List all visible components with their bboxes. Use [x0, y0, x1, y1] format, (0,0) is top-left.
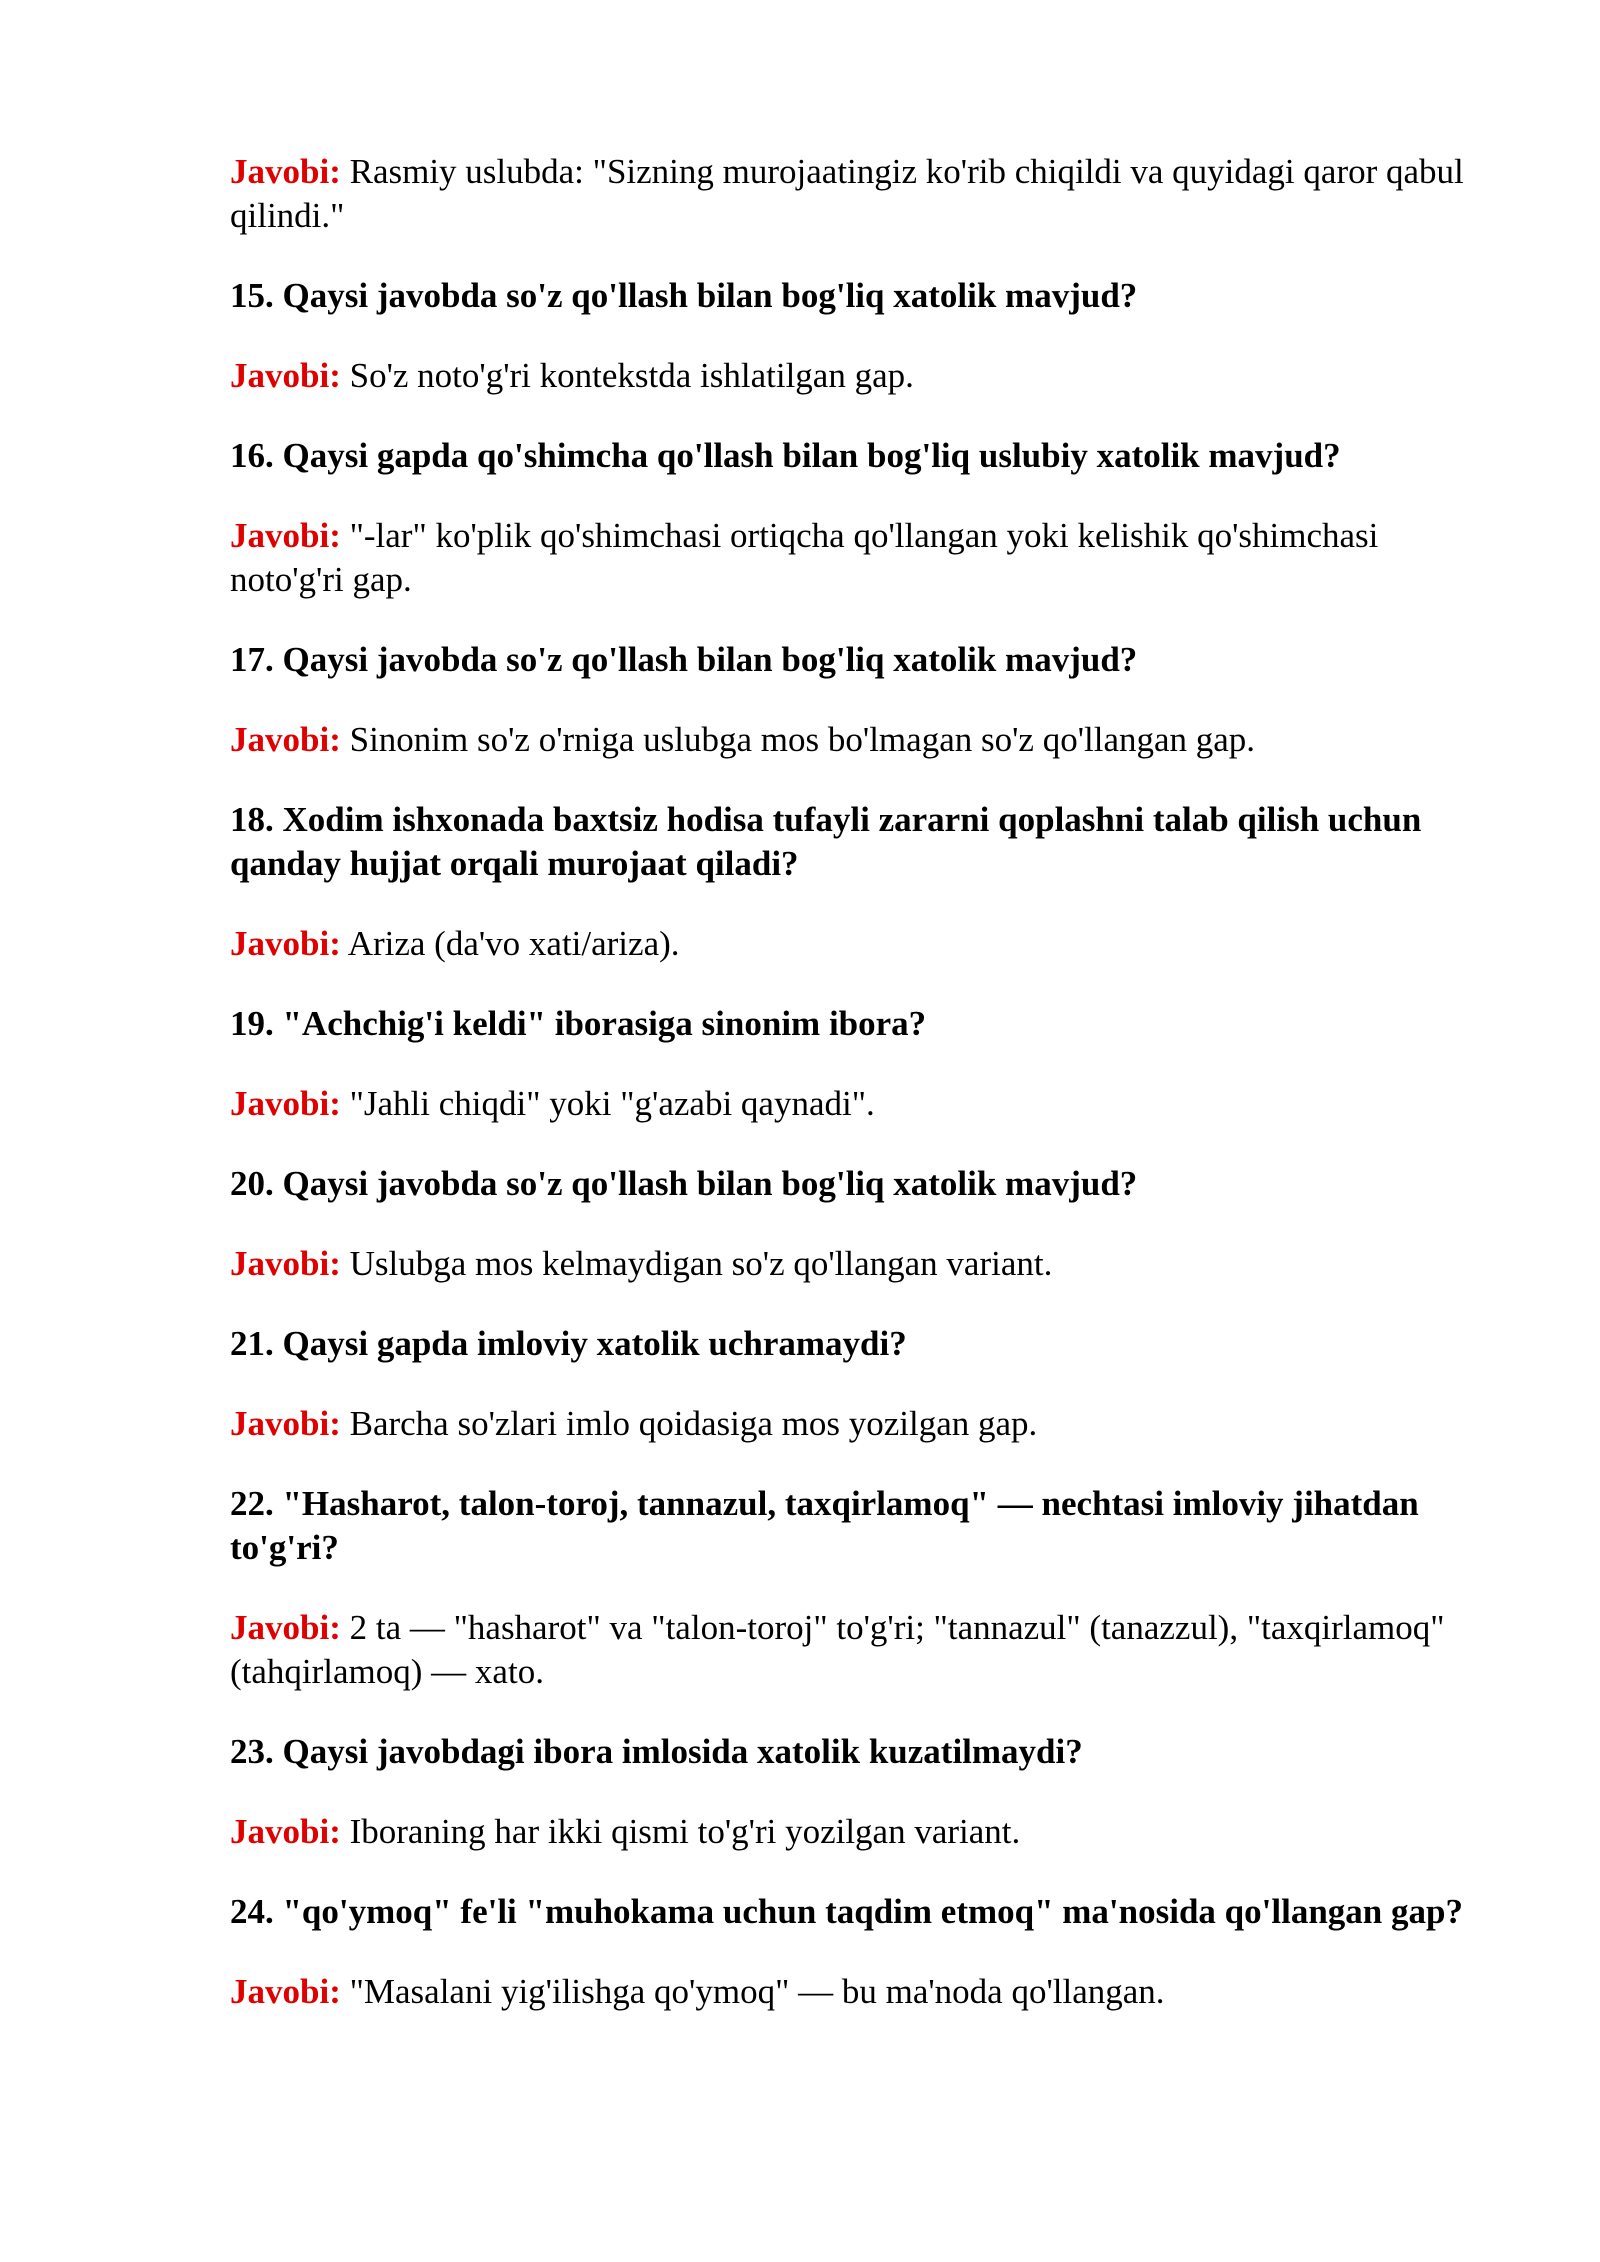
question-21: 21. Qaysi gapda imloviy xatolik uchramaydi?	[230, 1324, 907, 1363]
answer-19	[230, 1082, 1480, 1126]
question-17: 17. Qaysi javobda so'z qo'llash bilan bog'liq xatolik mavjud?	[230, 640, 1138, 679]
answer-intro	[230, 150, 1480, 238]
answer-text: So'z noto'g'ri kontekstda ishlatilgan gap.	[349, 356, 914, 395]
answer-17	[230, 718, 1480, 762]
question-20: 20. Qaysi javobda so'z qo'llash bilan bog'liq xatolik mavjud?	[230, 1164, 1138, 1203]
answer-text: Barcha so'zlari imlo qoidasiga mos yozilgan gap.	[349, 1404, 1038, 1443]
answer-text: Sinonim so'z o'rniga uslubga mos bo'lmagan so'z qo'llangan gap.	[349, 720, 1256, 759]
answer-text: Ariza (da'vo xati/ariza).	[347, 924, 680, 963]
answer-label: Javobi:	[230, 1244, 341, 1283]
answer-label: Javobi:	[230, 1404, 341, 1443]
answer-label: Javobi:	[230, 152, 341, 191]
answer-text: Rasmiy uslubda: "Sizning murojaatingiz ko'rib chiqildi va quyidagi qaror qabul qilindi."	[230, 152, 1464, 235]
answer-16	[230, 514, 1480, 602]
answer-15	[230, 354, 1480, 398]
answer-24	[230, 1970, 1480, 2014]
question-19: 19. "Achchig'i keldi" iborasiga sinonim ibora?	[230, 1004, 927, 1043]
answer-text: 2 ta — "hasharot" va "talon-toroj" to'g'ri; "tannazul" (tanazzul), "taxqirlamoq" (tahqirlamoq) — xato.	[230, 1608, 1445, 1691]
answer-label: Javobi:	[230, 1812, 341, 1851]
answer-label: Javobi:	[230, 1608, 341, 1647]
answer-label: Javobi:	[230, 924, 341, 963]
answer-22	[230, 1606, 1480, 1694]
answer-21	[230, 1402, 1480, 1446]
question-22: 22. "Hasharot, talon-toroj, tannazul, taxqirlamoq" — nechtasi imloviy jihatdan to'g'ri?	[230, 1484, 1419, 1567]
answer-label: Javobi:	[230, 1972, 341, 2011]
document-page	[230, 150, 1480, 2050]
answer-label: Javobi:	[230, 356, 341, 395]
answer-23	[230, 1810, 1480, 1854]
answer-label: Javobi:	[230, 1084, 341, 1123]
answer-20	[230, 1242, 1480, 1286]
answer-text: Iboraning har ikki qismi to'g'ri yozilgan variant.	[349, 1812, 1021, 1851]
answer-label: Javobi:	[230, 516, 341, 555]
answer-text: "-lar" ko'plik qo'shimchasi ortiqcha qo'llangan yoki kelishik qo'shimchasi noto'g'ri gap.	[230, 516, 1379, 599]
answer-text: "Masalani yig'ilishga qo'ymoq" — bu ma'noda qo'llangan.	[349, 1972, 1165, 2011]
answer-label: Javobi:	[230, 720, 341, 759]
answer-text: "Jahli chiqdi" yoki "g'azabi qaynadi".	[349, 1084, 875, 1123]
question-18: 18. Xodim ishxonada baxtsiz hodisa tufayli zararni qoplashni talab qilish uchun qanday hujjat orqali murojaat qiladi?	[230, 800, 1422, 883]
question-24: 24. "qo'ymoq" fe'li "muhokama uchun taqdim etmoq" ma'nosida qo'llangan gap?	[230, 1892, 1463, 1931]
answer-text: Uslubga mos kelmaydigan so'z qo'llangan variant.	[349, 1244, 1053, 1283]
question-23: 23. Qaysi javobdagi ibora imlosida xatolik kuzatilmaydi?	[230, 1732, 1083, 1771]
answer-18	[230, 922, 1480, 966]
question-16: 16. Qaysi gapda qo'shimcha qo'llash bilan bog'liq uslubiy xatolik mavjud?	[230, 436, 1341, 475]
question-15: 15. Qaysi javobda so'z qo'llash bilan bog'liq xatolik mavjud?	[230, 276, 1138, 315]
